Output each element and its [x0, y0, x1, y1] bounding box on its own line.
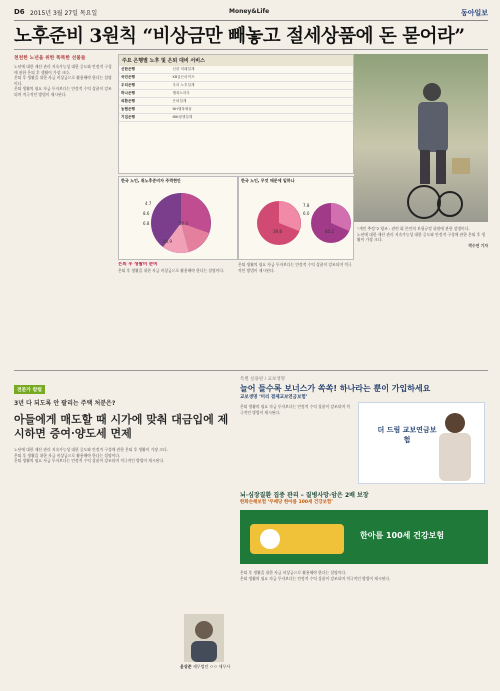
- table-row: [119, 98, 353, 106]
- body-paragraph: 노년에 대한 재산 관리 지속가능성 대한 증도와 안정적 구성에 관한 은퇴 후 생활이 가장 크다.: [14, 64, 112, 75]
- ad-caption: 교보생명 ‘미리 결제교보연금보험’: [240, 395, 308, 400]
- pie-value: 56.4: [179, 221, 188, 226]
- page-number: D6: [14, 8, 25, 16]
- section-name: Money&Life: [229, 8, 270, 15]
- body-paragraph: 은퇴 생활의 필요 자금 투자보다는 안정적 수익 상품이 강조되며 적극적인 방법이 제시된다.: [238, 262, 352, 273]
- table-row: [119, 114, 353, 122]
- body-paragraph: 은퇴 후 생활을 위한 자금 비상금으로 활용해야 한다는 설명이다.: [240, 570, 347, 575]
- pie-value: 14.9: [163, 239, 172, 244]
- cyclist-photo: [354, 54, 488, 222]
- table-cell: KB골든라이프: [170, 74, 353, 82]
- pie-value: 8.6: [143, 211, 150, 216]
- column-body: [14, 447, 234, 602]
- author-title: 세무법인 ㅇㅇ 세무사: [192, 664, 231, 669]
- table-cell: 하나은행: [119, 90, 170, 98]
- services-table: [119, 66, 353, 122]
- pie-value: 6.0: [303, 211, 310, 216]
- headline-rule: [14, 49, 488, 50]
- chart-right: [238, 176, 354, 260]
- body-paragraph: 은퇴 후 생활을 위한 자금 비상금으로 활용해야 한다는 설명이다.: [118, 267, 225, 273]
- chart-left: [118, 176, 238, 260]
- table-cell: 신한은행: [119, 66, 170, 74]
- side-label: 전문가 칼럼: [14, 385, 45, 394]
- table-cell: NH행복채움: [170, 106, 353, 114]
- table-cell: 기업은행: [119, 114, 170, 122]
- column-title: 아들에게 매도할 때 시가에 맞춰 대금입에 제시하면 증여·양도세 면제: [14, 413, 229, 440]
- table-cell: IBK평생설계: [170, 114, 353, 122]
- brand-logo: 동아일보: [460, 9, 488, 17]
- table-cell: 우리 노후설계: [170, 82, 353, 90]
- mid-column-head: 은퇴 후 생활비 준비: [118, 262, 158, 267]
- right-column-body: [357, 226, 488, 362]
- body-paragraph: “개인 추정”2 영조 : 관련 회 본인의 보험규정 위원에 관한 설명이다.: [357, 226, 470, 231]
- ad-caption: 한화손해보험 ‘무배당 한아름 100세 건강보험’: [240, 500, 333, 505]
- product-graphic-icon: [250, 516, 350, 560]
- byline: 박수연 기자: [468, 242, 488, 248]
- mid-column-1: [118, 262, 233, 362]
- table-cell: 우리은행: [119, 82, 170, 90]
- table-row: [119, 106, 353, 114]
- table-cell: 은퇴설계: [170, 98, 353, 106]
- body-paragraph: 은퇴 생활의 필요 자금 투자보다는 안정적 수익 상품이 강조되며 적극적인 방법이 제시된다.: [14, 86, 112, 97]
- ad-title: 늘어 들수록 보너스가 쏙쏙! 하나라는 뿐이 가입하세요: [240, 384, 431, 393]
- section-rule: [14, 370, 488, 371]
- left-column-body: [14, 64, 114, 334]
- table-title: 주요 은행별 노후 및 은퇴 대비 서비스: [119, 55, 353, 66]
- pie-value: 4.7: [145, 201, 152, 206]
- body-paragraph: 은퇴 생활의 필요 자금 투자보다는 안정적 수익 상품이 강조되며 적극적인 방법이 제시된다.: [240, 404, 350, 415]
- table-cell: 신한 미래설계: [170, 66, 353, 74]
- bank-services-table: [118, 54, 354, 174]
- ad-tag: 특별 실용판 / 교보생명: [240, 377, 285, 382]
- left-column-label: 천천한 노년을 위한 똑똑한 선물들: [14, 56, 86, 61]
- table-row: [119, 82, 353, 90]
- ad-banner: 한아름 100세 건강보험: [360, 531, 445, 540]
- pie-chart-left: [119, 185, 237, 257]
- ad-visual: [358, 402, 485, 484]
- body-paragraph: 은퇴 생활의 필요 자금 투자보다는 안정적 수익 상품이 강조되며 적극적인 방법이 제시된다.: [240, 575, 391, 581]
- page-header: [14, 6, 488, 21]
- left-column: [14, 54, 114, 334]
- pie-value: 39.8: [273, 229, 282, 234]
- table-cell: 행복노하우: [170, 90, 353, 98]
- table-row: [119, 66, 353, 74]
- chart-right-title: 한국 노인, 무엇 때문에 일하나: [241, 178, 295, 183]
- author-name: [180, 664, 230, 670]
- ad-kyobo: [240, 376, 488, 486]
- ad-banner: 더 드림 교보연금보험: [377, 426, 437, 444]
- pie-value: 40.2: [325, 229, 334, 234]
- pie-value: 7.8: [303, 203, 310, 208]
- body-paragraph: 은퇴 후 생활을 위한 자금 비상금으로 활용해야 한다는 설명이다.: [14, 75, 112, 86]
- mid-column-2: [238, 262, 353, 362]
- table-row: [119, 74, 353, 82]
- body-paragraph: 노년에 대한 재산 관리 지속가능성 대한 증도와 안정적 구성에 관한 은퇴 후 생활이 가장 크다.: [357, 231, 486, 243]
- body-paragraph: 노년에 대한 재산 관리 지속가능성 대한 증도와 안정적 구성에 관한 은퇴 후 생활이 가장 크다.: [14, 447, 168, 452]
- body-paragraph: 은퇴 생활의 필요 자금 투자보다는 안정적 수익 상품이 강조되며 적극적인 방법이 제시된다.: [14, 458, 165, 464]
- body-paragraph: 은퇴 후 생활을 위한 자금 비상금으로 활용해야 한다는 설명이다.: [14, 452, 121, 458]
- table-cell: 국민은행: [119, 74, 170, 82]
- ad-body: [240, 404, 352, 479]
- expert-column: [14, 376, 234, 676]
- ad-body: [240, 570, 488, 670]
- ad-hanwha: [240, 490, 488, 678]
- column-subhead: 3년 다 되도록 안 팔리는 주택 처분은?: [14, 400, 116, 407]
- issue-date: 2015년 3월 27일 목요일: [30, 10, 98, 17]
- headline: 노후준비 3원칙 “비상금만 빼놓고 절세상품에 돈 묻어라”: [14, 26, 465, 47]
- author-portrait-icon: [184, 614, 224, 662]
- table-cell: 농협은행: [119, 106, 170, 114]
- author-name-text: 윤상준: [180, 664, 192, 669]
- table-cell: 외환은행: [119, 98, 170, 106]
- table-row: [119, 90, 353, 98]
- cyclist-icon: [354, 54, 488, 222]
- chart-left-title: 한국 노인, 취노후준비자 주력현안: [121, 178, 181, 183]
- pie-chart-right: [239, 185, 353, 257]
- ad-banner-box: [240, 510, 488, 564]
- pie-value: 6.8: [143, 221, 150, 226]
- ad-title: 뇌·심장질환 집중 관리 – 질병사망·암은 2배 보장: [240, 492, 369, 499]
- author-photo: [184, 614, 224, 662]
